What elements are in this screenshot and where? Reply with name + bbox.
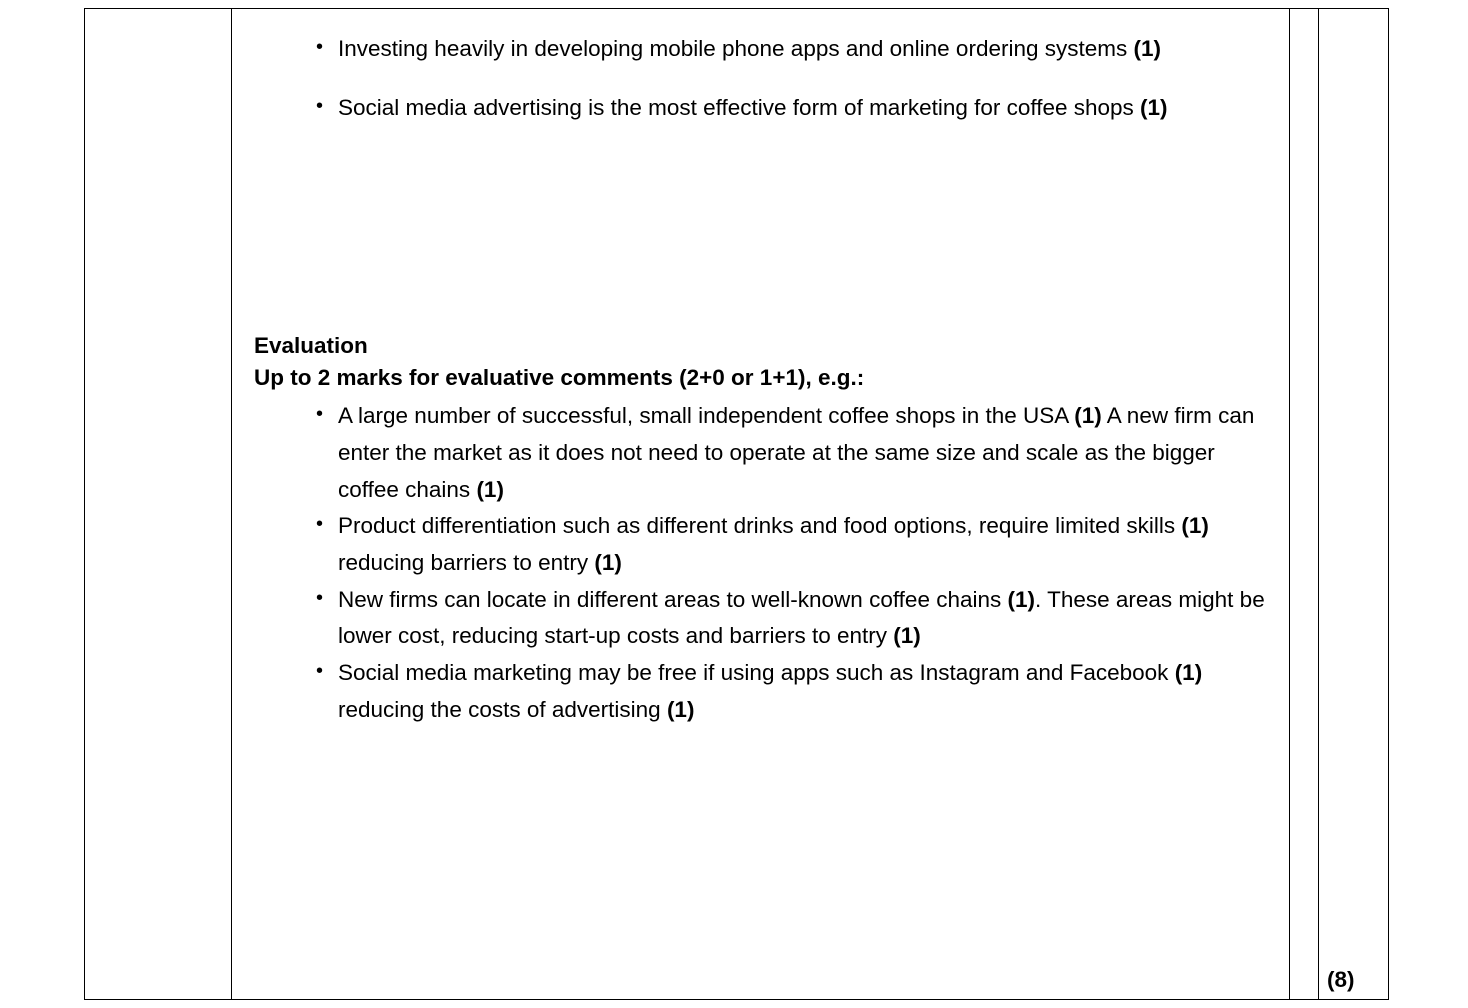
bullet-text: Social media advertising is the most effective form of marketing for coffee shops bbox=[338, 94, 1141, 120]
spacer-cell bbox=[1290, 9, 1319, 1000]
total-marks: (8) bbox=[1327, 967, 1355, 992]
bullet-text-part1: New firms can locate in different areas to well-known coffee chains bbox=[338, 586, 1008, 612]
marks-cell bbox=[1319, 9, 1389, 1000]
bullet-mark-2: (1) bbox=[666, 696, 695, 722]
bullet-text-part2: A new firm can enter the market as it does not need to operate at the same size and scale as the bigger coffee chains bbox=[338, 403, 1255, 502]
bullet-mark-2: (1) bbox=[476, 476, 504, 502]
bullet-text-part1: Product differentiation such as different drinks and food options, require limited skills bbox=[338, 513, 1182, 539]
answer-cell bbox=[232, 9, 1290, 1000]
bullet-text-part2: reducing the costs of advertising bbox=[338, 696, 667, 722]
evaluation-heading: Evaluation bbox=[254, 333, 368, 359]
bullet-text: Investing heavily in developing mobile phone apps and online ordering systems bbox=[338, 36, 1134, 61]
bullet-text-part2: reducing barriers to entry bbox=[338, 549, 595, 575]
list-item bbox=[254, 398, 1265, 508]
bullet-text-part1: A large number of successful, small independent coffee shops in the USA bbox=[338, 403, 1075, 429]
bullet-mark-2: (1) bbox=[893, 623, 921, 649]
list-item bbox=[254, 90, 1265, 127]
list-item bbox=[254, 31, 1265, 68]
table-row bbox=[85, 9, 1389, 1000]
evaluation-bullet-list bbox=[254, 398, 1265, 728]
list-item bbox=[254, 655, 1265, 728]
evaluation-subheading: Up to 2 marks for evaluative comments (2+0 or 1+1), e.g.: bbox=[254, 365, 865, 391]
bullet-mark-1: (1) bbox=[1074, 403, 1102, 429]
list-item bbox=[254, 508, 1265, 581]
evaluation-section bbox=[254, 330, 1265, 728]
bullet-mark-1: (1) bbox=[1181, 513, 1209, 539]
bullet-mark: (1) bbox=[1140, 94, 1168, 120]
bullet-mark-1: (1) bbox=[1007, 586, 1035, 612]
question-number-cell bbox=[85, 9, 232, 1000]
top-bullet-list bbox=[254, 31, 1265, 126]
list-item bbox=[254, 582, 1265, 655]
bullet-text-part2: . These areas might be lower cost, reducing start-up costs and barriers to entry bbox=[338, 586, 1265, 649]
bullet-mark-1: (1) bbox=[1174, 659, 1203, 685]
bullet-mark: (1) bbox=[1133, 36, 1161, 61]
bullet-text-part1: Social media marketing may be free if using apps such as Instagram and Facebook bbox=[338, 659, 1175, 685]
bullet-mark-2: (1) bbox=[594, 549, 622, 575]
mark-scheme-table bbox=[84, 8, 1389, 1000]
blank-spacer bbox=[254, 148, 1265, 330]
